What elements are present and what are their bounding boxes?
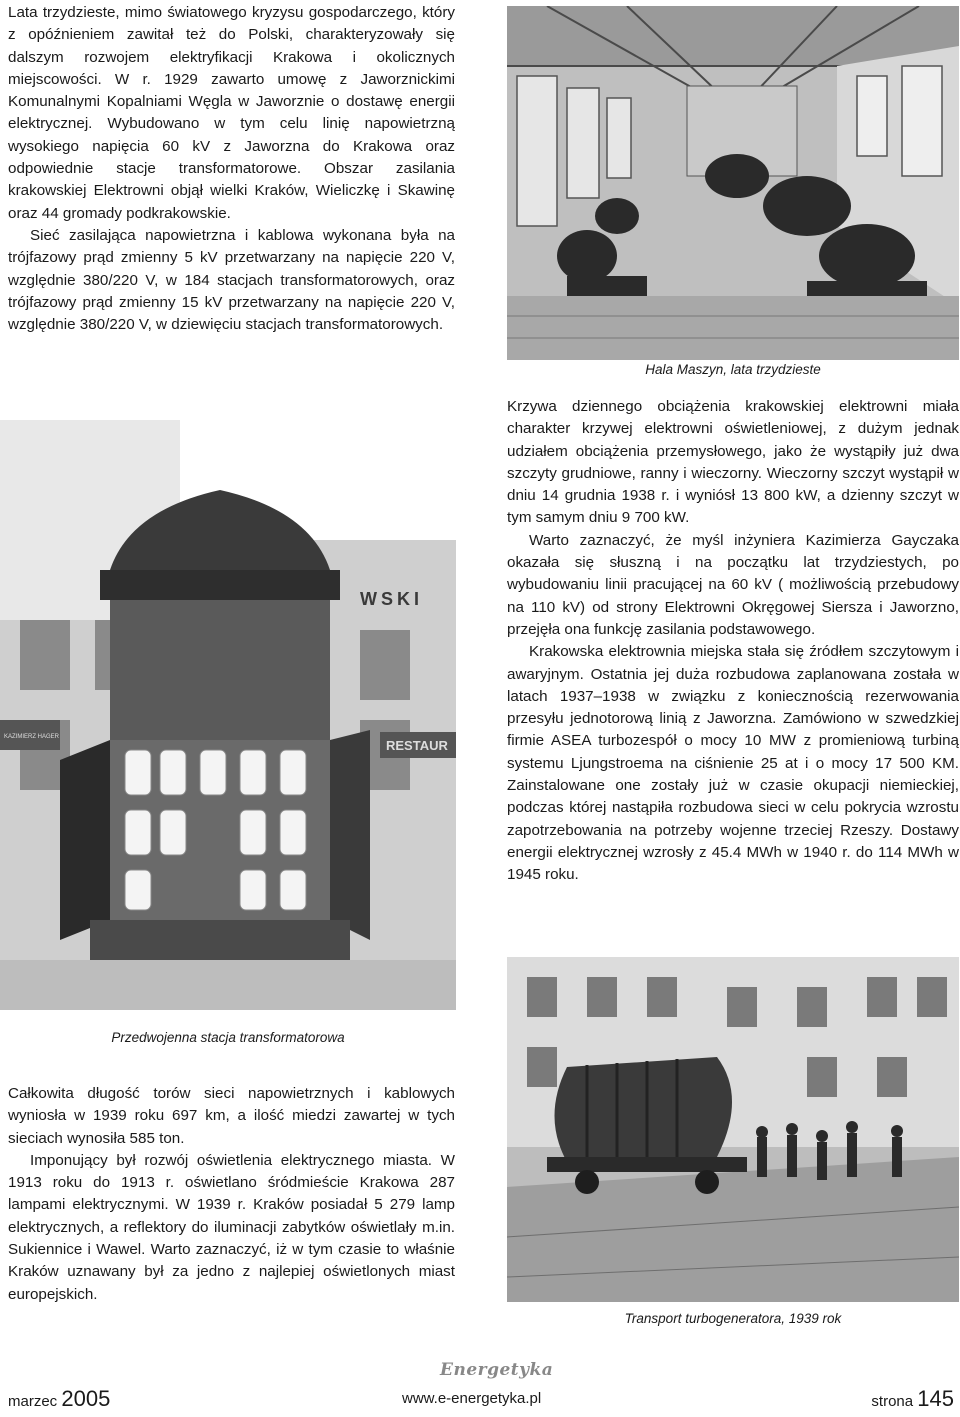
page-footer <box>0 1380 960 1410</box>
footer-page-label: strona <box>871 1393 914 1410</box>
footer-page <box>871 1386 954 1412</box>
paragraph: Całkowita długość torów sieci napowietrznych i kablowych wyniosła w 1939 roku 697 km, a ilość miedzi zawartej w tych sieciach wynosiła 585 ton. <box>8 1085 455 1147</box>
footer-site-link[interactable]: www.e-energetyka.pl <box>402 1390 542 1407</box>
paragraph: Imponujący był rozwój oświetlenia elektrycznego miasta. W 1913 roku do 1913 r. oświetlano śródmieście Krakowa 287 lampami elektrycznymi. W 1939 r. Kraków posiadał 5 279 lamp elektrycznych, a reflektory do iluminacji zabytków oświetlały m.in. Sukiennice i Wawel. Warto zaznaczyć, iż w tym czasie to właśnie Kraków uznawany był za jedno z najlepiej oświetlonych miast europejskich. <box>8 1151 455 1303</box>
photo-transformer-station <box>0 420 456 1010</box>
paragraph: Warto zaznaczyć, że myśl inżyniera Kazimierza Gayczaka okazała się słuszną i na początku lat trzydziestych, po wybudowaniu linii pracującej na 60 kV ( możliwością przebudowy na 110 kV) od strony Elektrowni Okręgowej Siersza i Jaworzno, przejęła ona funkcję zasilania podstawowego. <box>507 531 959 638</box>
footer-month: marzec <box>8 1393 58 1410</box>
caption-hall: Hala Maszyn, lata trzydzieste <box>645 362 821 377</box>
paragraph: Sieć zasilająca napowietrzna i kablowa wykonana była na trójfazowy prąd zmienny 5 kV przetwarzany na napięcie 220 V, względnie 380/220 V, w 184 stacjach transformatorowych, oraz trójfazowy prąd zmienny 15 kV przetwarzany na napięcie 220 V, względnie 380/220 V, w dziewięciu stacjach transformatorowych. <box>8 226 455 334</box>
caption-transport: Transport turbogeneratora, 1939 rok <box>624 1311 842 1326</box>
paragraph: Krzywa dziennego obciążenia krakowskiej elektrowni miała charakter krzywej elektrowni oświetleniowej, z dużym jednak udziałem obciążenia przemysłowego, jako że wystąpiły już dwa szczyty grudniowe, ranny i wieczorny. Wieczorny szczyt wystąpił w dniu 14 grudnia 1938 r. i wyniósł 13 800 kW, a dzienny szczyt w tym samym dniu 9 700 kW. <box>507 398 959 527</box>
left-column-bottom-text <box>8 1083 455 1306</box>
energetyka-logo: Energetyka <box>440 1360 554 1380</box>
caption-station: Przedwojenna stacja transformatorowa <box>111 1030 345 1045</box>
sign-kazimierz: KAZIMIERZ HAGER <box>4 734 60 740</box>
paragraph: Krakowska elektrownia miejska stała się źródłem szczytowym i awaryjnym. Ostatnia jej duża rozbudowa zaplanowana została w latach 1937–1938 w związku z koniecznością rezerwowania przesyłu jednotorową linią z Jaworzna. Zamówiono w szwedzkiej firmie ASEA turbozespół o mocy 10 MW z promieniową turbiną systemu Ljungstroema na ciśnienie 25 at i o mocy 17 500 KM. Zainstalowane one zostały już w czasie okupacji niemieckiej, podczas której nastąpiła rozbudowa sieci w celu pokrycia wzrostu zapotrzebowania na potrzeby wojenne trzeciej Rzeszy. Dostawy energii elektrycznej wzrosły z 45.4 MWh w 1940 r. do 114 MWh w 1945 roku. <box>507 643 959 884</box>
footer-page-number: 145 <box>917 1386 954 1411</box>
sign-wski: WSKI <box>360 589 423 609</box>
right-column-text <box>507 396 959 887</box>
paragraph: Lata trzydzieste, mimo światowego kryzysu gospodarczego, który z opóźnieniem zawitał też do Polski, charakteryzowały się dalszym rozwojem elektryfikacji Krakowa i okolicznych miejscowości. W r. 1929 zawarto umowę z Jaworznickimi Komunalnymi Kopalniami Węgla w Jaworznie o dostawę energii elektrycznej. Wybudowano w tym celu linię napowietrzną wysokiego napięcia 60 kV z Jaworzna do Krakowa oraz odpowiednie stacje transformatorowe. Obszar zasilania krakowskiej Elektrowni objął wielki Kraków, Wieliczkę i Skawinę oraz 44 gromady podkrakowskie. <box>8 4 455 222</box>
left-column-top-text <box>8 2 455 336</box>
footer-date <box>8 1386 110 1412</box>
photo-transport <box>507 957 959 1302</box>
sign-restaur: RESTAUR <box>386 738 448 753</box>
footer-year: 2005 <box>61 1386 111 1411</box>
photo-machine-hall <box>507 6 959 360</box>
